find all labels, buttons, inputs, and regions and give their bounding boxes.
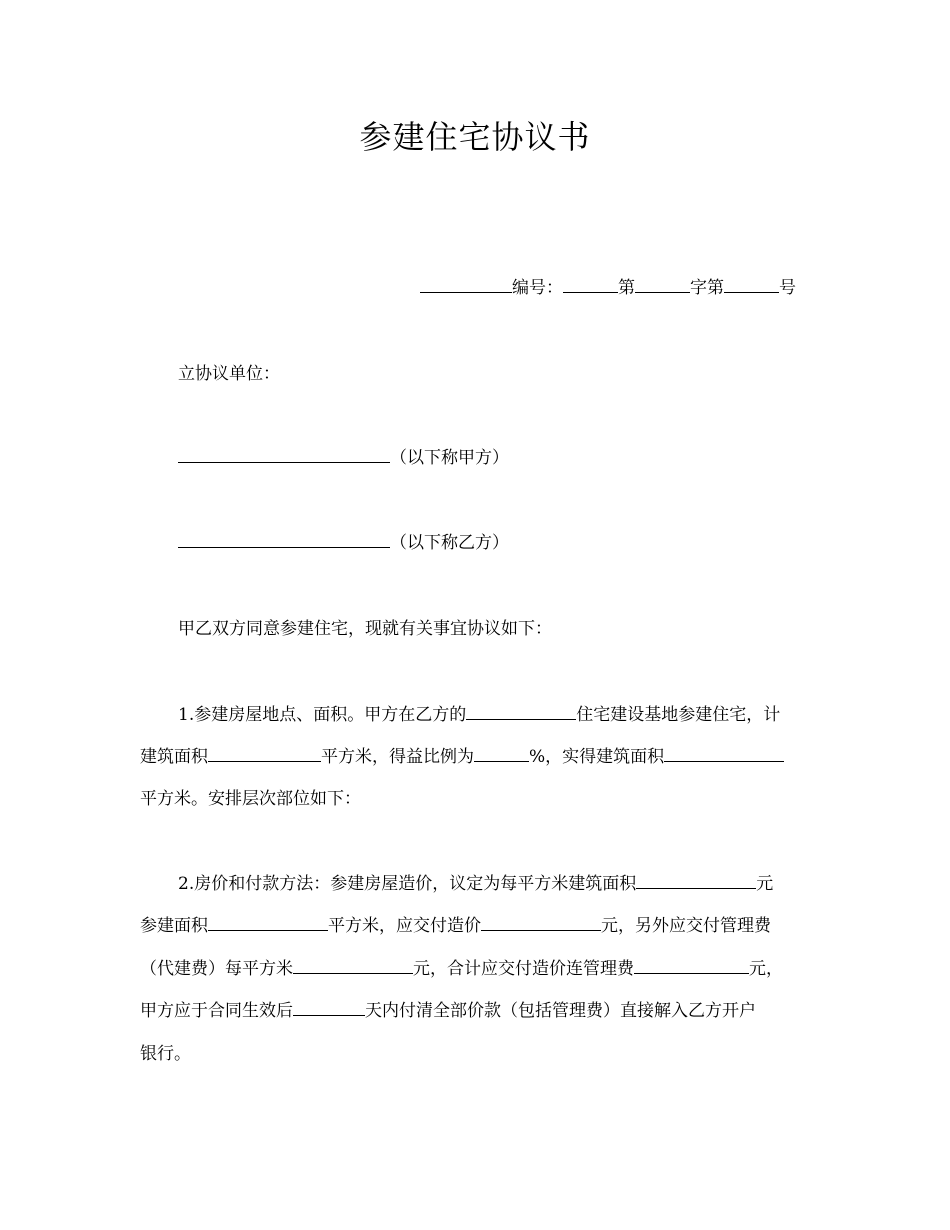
party-b-line [178, 531, 509, 555]
text: 元， [749, 959, 783, 979]
blank-prefix[interactable] [420, 276, 512, 293]
blank-participate-area[interactable] [208, 914, 328, 931]
blank-total[interactable] [634, 957, 749, 974]
clause1-line1 [178, 703, 780, 727]
clause2-line3 [140, 957, 783, 981]
clause2-line1 [178, 872, 773, 896]
clause1-line3: 平方米。安排层次部位如下： [140, 789, 361, 809]
party-a-line [178, 446, 509, 470]
intro-paragraph: 甲乙双方同意参建住宅，现就有关事宜协议如下： [178, 619, 552, 639]
zi-di-label: 字第 [690, 278, 724, 298]
text: 元，合计应交付造价连管理费 [413, 959, 634, 979]
text: 甲方应于合同生效后 [140, 1001, 293, 1021]
blank-mgmt-fee[interactable] [293, 957, 413, 974]
clause2-line5: 银行。 [140, 1044, 191, 1064]
text: 建筑面积 [140, 747, 208, 767]
blank-actual-area[interactable] [664, 745, 784, 762]
party-a-suffix: （以下称甲方） [390, 448, 509, 468]
text: 平方米，得益比例为 [321, 747, 474, 767]
text: 平方米，应交付造价 [328, 916, 481, 936]
text: 2.房价和付款方法：参建房屋造价，议定为每平方米建筑面积 [178, 874, 637, 894]
party-b-blank[interactable] [178, 531, 390, 548]
blank-number-1[interactable] [563, 276, 618, 293]
text: 1.参建房屋地点、面积。甲方在乙方的 [178, 705, 467, 725]
blank-ratio[interactable] [474, 745, 529, 762]
hao-label: 号 [779, 278, 796, 298]
number-line [420, 276, 796, 300]
text: 天内付清全部价款（包括管理费）直接解入乙方开户 [365, 1001, 756, 1021]
clause2-line2 [140, 914, 771, 938]
text: （代建费）每平方米 [140, 959, 293, 979]
text: 住宅建设基地参建住宅，计 [576, 705, 781, 725]
blank-cost[interactable] [481, 914, 601, 931]
text: 元，另外应交付管理费 [601, 916, 771, 936]
di-label: 第 [618, 278, 635, 298]
number-label: 编号： [512, 278, 563, 298]
text: 参建面积 [140, 916, 208, 936]
clause1-line2 [140, 745, 784, 769]
blank-unit-price[interactable] [636, 872, 756, 889]
text: 元 [756, 874, 774, 894]
blank-location[interactable] [466, 703, 576, 720]
text: %，实得建筑面积 [529, 747, 665, 767]
blank-number-2[interactable] [635, 276, 690, 293]
document-title: 参建住宅协议书 [359, 118, 591, 156]
blank-days[interactable] [293, 999, 365, 1016]
clause2-line4 [140, 999, 756, 1023]
blank-area[interactable] [208, 745, 321, 762]
party-a-blank[interactable] [178, 446, 390, 463]
parties-label: 立协议单位： [178, 364, 280, 384]
party-b-suffix: （以下称乙方） [390, 533, 509, 553]
blank-number-3[interactable] [724, 276, 779, 293]
